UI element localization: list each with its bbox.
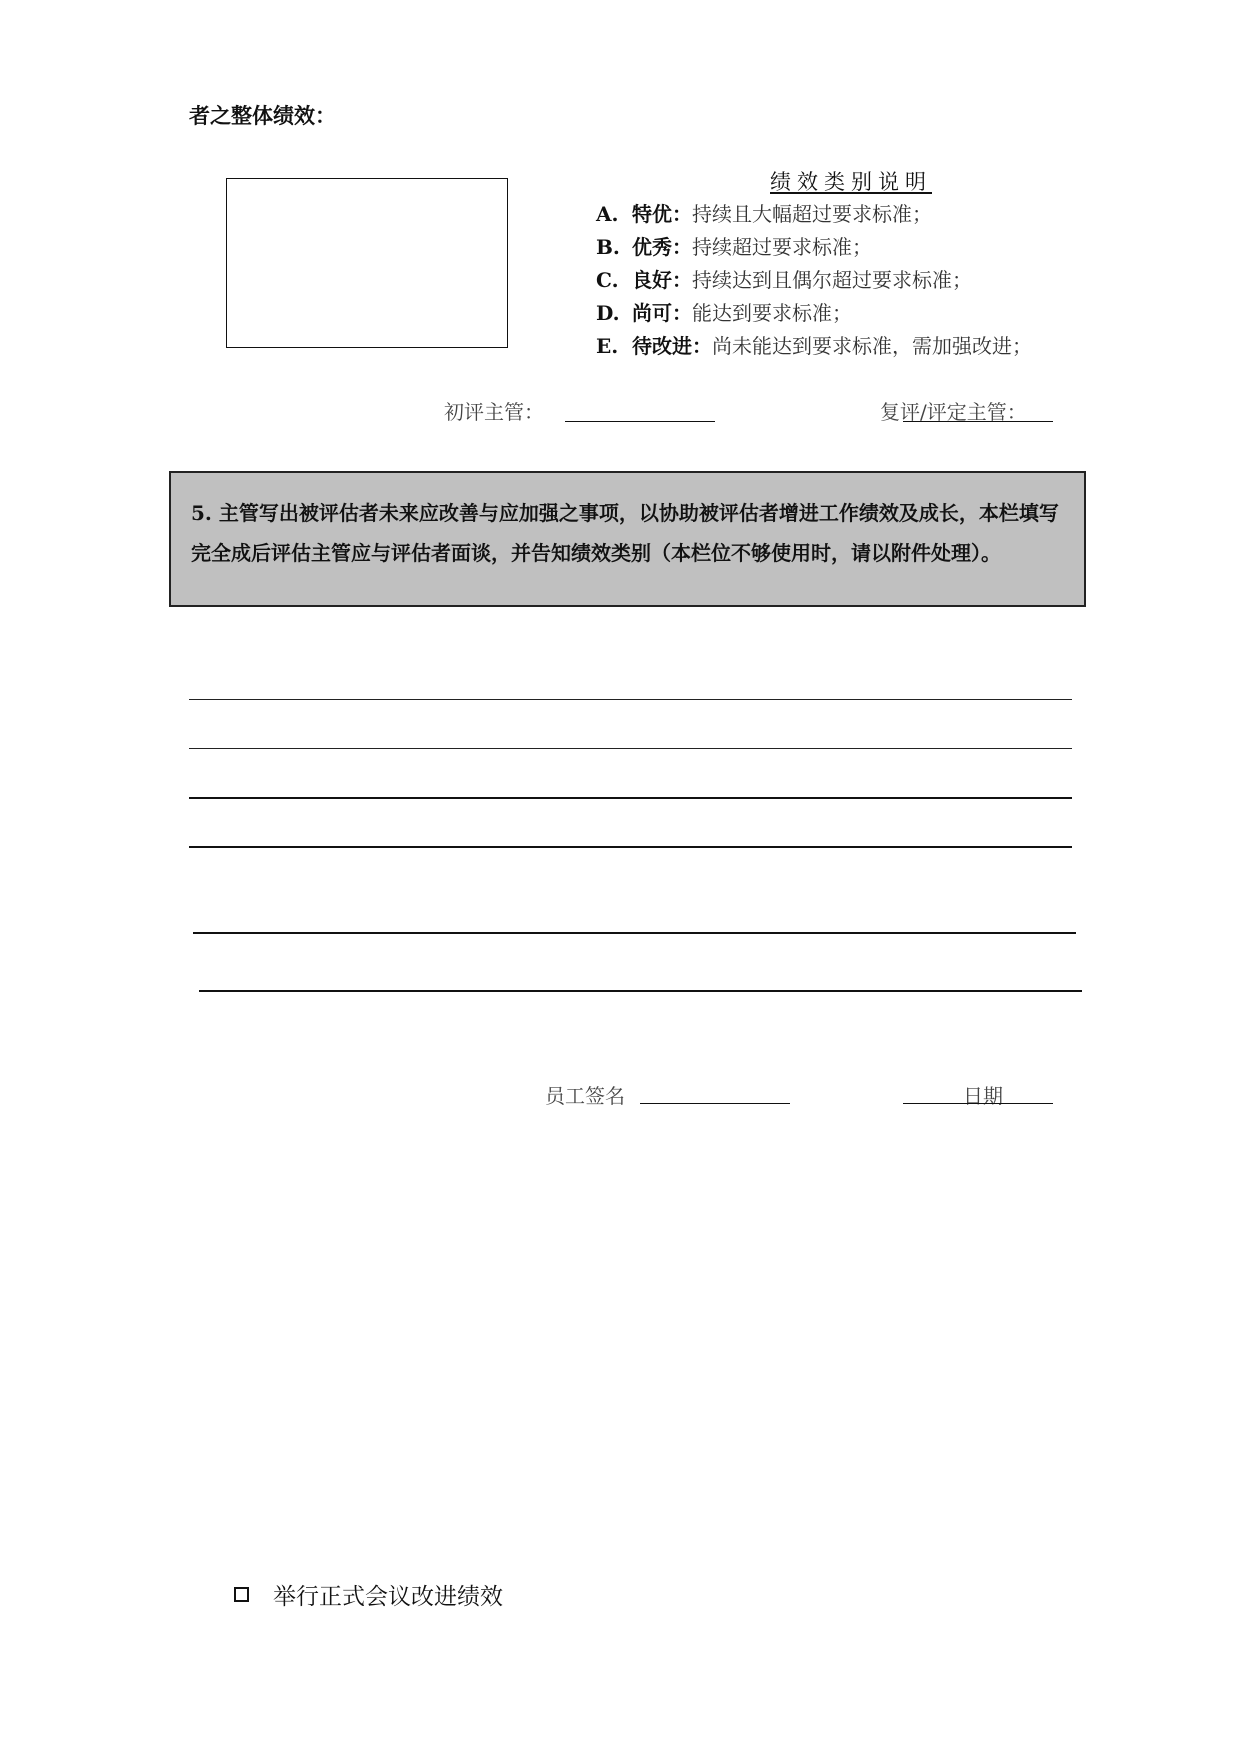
overall-performance-label: 者之整体绩效： xyxy=(189,103,336,128)
final-reviewer-line[interactable] xyxy=(903,421,1053,422)
legend-code: D. xyxy=(596,301,620,325)
legend-code: C. xyxy=(596,268,619,292)
legend-desc: 尚未能达到要求标准，需加强改进； xyxy=(712,334,1032,358)
writing-line[interactable] xyxy=(189,748,1072,749)
writing-line[interactable] xyxy=(199,990,1082,992)
legend-item xyxy=(596,330,1032,359)
legend-name: 尚可： xyxy=(632,301,692,325)
checkbox-icon[interactable] xyxy=(234,1587,249,1602)
legend-desc: 能达到要求标准； xyxy=(692,301,852,325)
legend-desc: 持续达到且偶尔超过要求标准； xyxy=(692,268,972,292)
section-5-number: 5. xyxy=(191,501,212,525)
formal-meeting-option[interactable] xyxy=(234,1578,503,1611)
writing-line[interactable] xyxy=(189,699,1072,700)
date-line[interactable] xyxy=(903,1103,1053,1104)
writing-line[interactable] xyxy=(189,846,1072,848)
legend-code: B. xyxy=(596,235,620,259)
legend-name: 优秀： xyxy=(632,235,692,259)
legend-name: 待改进： xyxy=(632,334,712,358)
writing-line[interactable] xyxy=(193,932,1076,934)
employee-signature-line[interactable] xyxy=(640,1103,790,1104)
date-label: 日期 xyxy=(963,1084,1003,1108)
legend-item xyxy=(596,198,932,227)
formal-meeting-label: 举行正式会议改进绩效 xyxy=(273,1584,503,1610)
legend-code: E. xyxy=(596,334,619,358)
section-5-instructions: 主管写出被评估者未来应改善与应加强之事项，以协助被评估者增进工作绩效及成长，本栏填写完全成后评估主管应与评估者面谈，并告知绩效类别（本栏位不够使用时，请以附件处理）。 xyxy=(191,501,1059,565)
legend-title: 绩效类别说明 xyxy=(770,170,932,194)
legend-item xyxy=(596,297,852,326)
legend-desc: 持续且大幅超过要求标准； xyxy=(692,202,932,226)
employee-signature-label: 员工签名 xyxy=(545,1084,625,1108)
grade-entry-box[interactable] xyxy=(226,178,508,348)
legend-item xyxy=(596,264,972,293)
legend-name: 良好： xyxy=(632,268,692,292)
legend-desc: 持续超过要求标准； xyxy=(692,235,872,259)
initial-reviewer-line[interactable] xyxy=(565,421,715,422)
final-reviewer-label: 复评/评定主管： xyxy=(880,400,1027,424)
initial-reviewer-label: 初评主管： xyxy=(444,400,544,424)
writing-line[interactable] xyxy=(189,797,1072,799)
legend-code: A. xyxy=(596,202,619,226)
section-5-box xyxy=(169,471,1086,607)
legend-item xyxy=(596,231,872,260)
legend-name: 特优： xyxy=(632,202,692,226)
